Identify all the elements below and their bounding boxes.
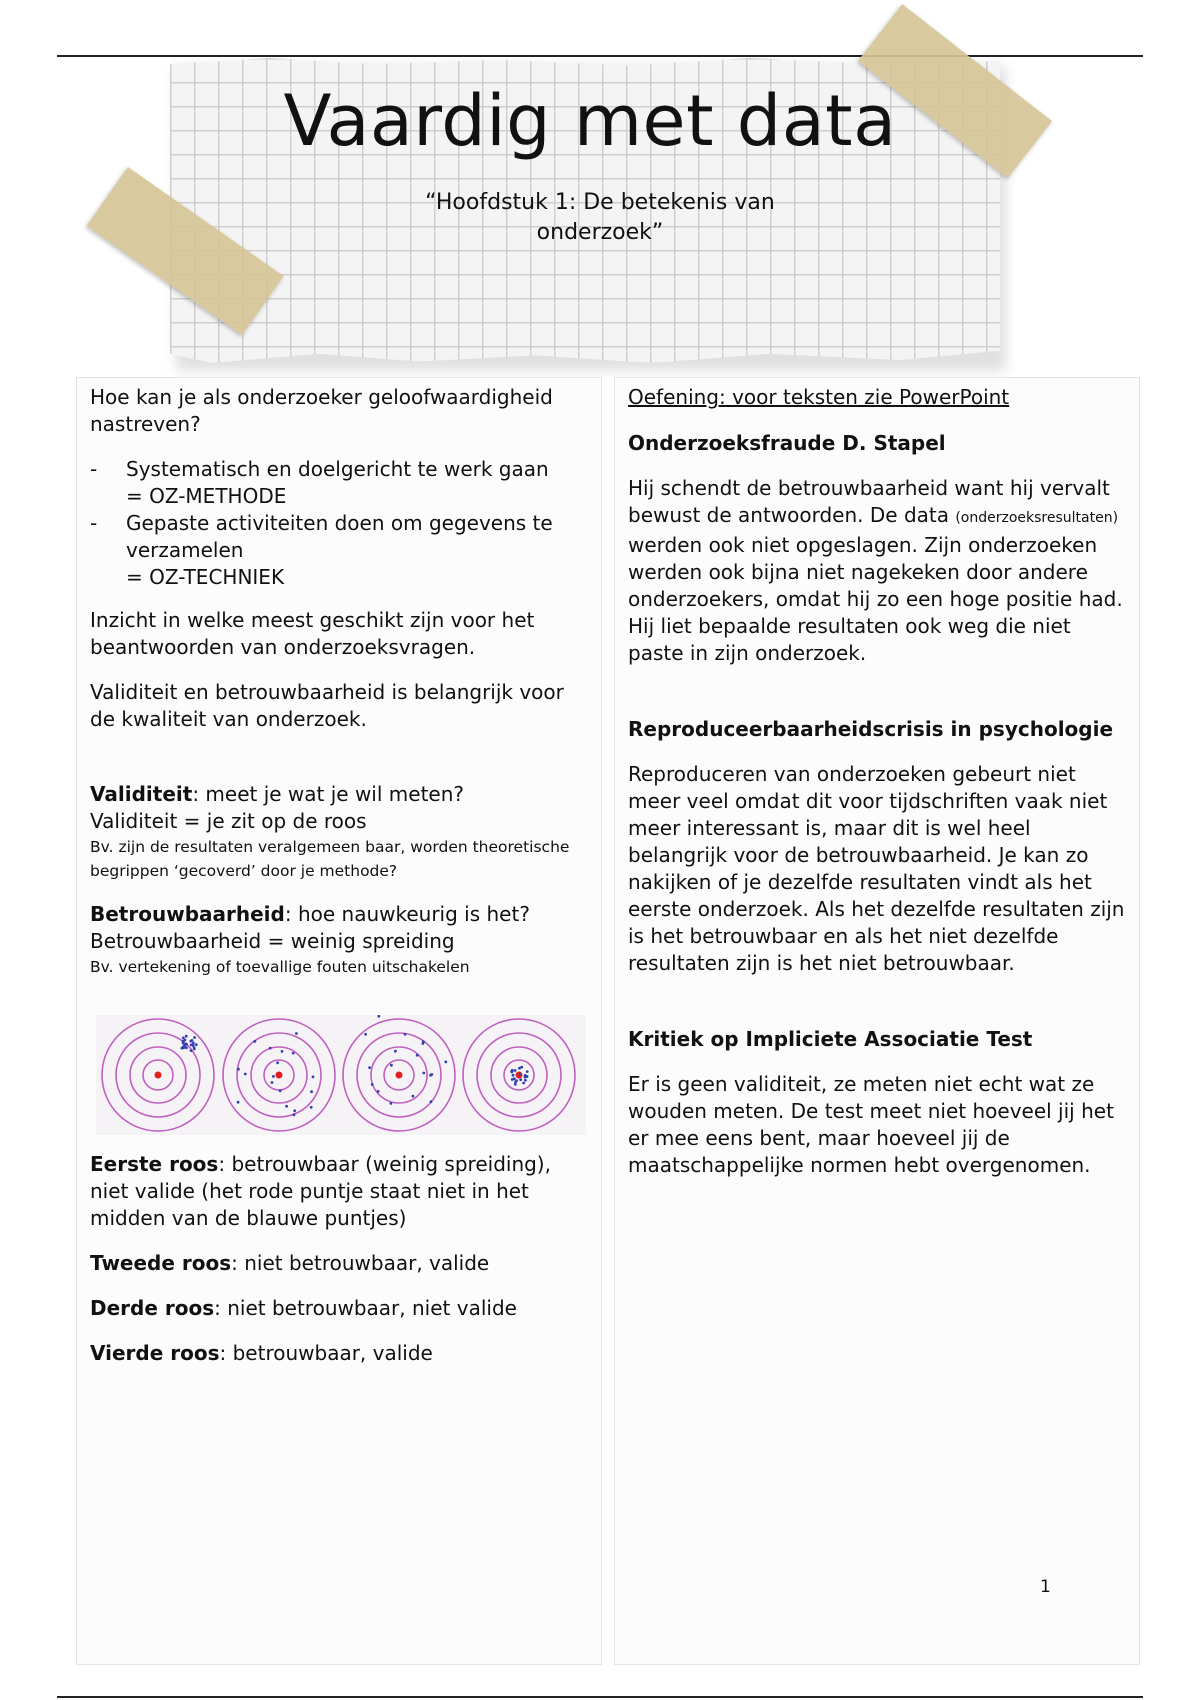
hit-dot bbox=[515, 1079, 518, 1082]
hit-dot bbox=[195, 1043, 198, 1046]
hit-dot bbox=[237, 1068, 240, 1071]
hit-dot bbox=[185, 1035, 188, 1038]
hit-dot bbox=[404, 1033, 407, 1036]
hit-dot bbox=[190, 1044, 193, 1047]
target-4 bbox=[463, 1019, 575, 1131]
right-column bbox=[614, 377, 1140, 1665]
list-item: - Systematisch en doelgericht te werk gaan = OZ-METHODE bbox=[90, 456, 588, 510]
hit-dot bbox=[237, 1101, 240, 1104]
target-1 bbox=[102, 1019, 214, 1131]
bullseye-dot bbox=[516, 1072, 523, 1079]
hit-dot bbox=[522, 1082, 525, 1085]
page-subtitle: “Hoofdstuk 1: De betekenis van onderzoek” bbox=[425, 190, 775, 245]
hit-dot bbox=[422, 1040, 425, 1043]
rose-2: Tweede roos: niet betrouwbaar, valide bbox=[90, 1251, 490, 1275]
hit-dot bbox=[416, 1054, 419, 1057]
hit-dot bbox=[285, 1105, 288, 1108]
hit-dot bbox=[514, 1083, 517, 1086]
hit-dot bbox=[524, 1079, 527, 1082]
hit-dot bbox=[193, 1046, 196, 1049]
stapel-heading: Onderzoeksfraude D. Stapel bbox=[628, 431, 946, 455]
hit-dot bbox=[511, 1078, 514, 1081]
iat-heading: Kritiek op Impliciete Associatie Test bbox=[628, 1027, 1033, 1051]
hit-dot bbox=[292, 1052, 295, 1055]
hit-dot bbox=[182, 1037, 185, 1040]
hit-dot bbox=[512, 1074, 515, 1077]
left-column bbox=[76, 377, 602, 1665]
hit-dot bbox=[269, 1047, 272, 1050]
targets-svg bbox=[96, 1015, 586, 1135]
hit-dot bbox=[412, 1095, 415, 1098]
hit-dot bbox=[295, 1032, 298, 1035]
hit-dot bbox=[253, 1040, 256, 1043]
hit-dot bbox=[444, 1061, 447, 1064]
target-2 bbox=[223, 1019, 335, 1131]
hit-dot bbox=[364, 1033, 367, 1036]
hit-dot bbox=[271, 1081, 274, 1084]
quality-text: Validiteit en betrouwbaarheid is belangrijk voor de kwaliteit van onderzoek. bbox=[90, 680, 564, 731]
rose-3: Derde roos: niet betrouwbaar, niet valide bbox=[90, 1296, 517, 1320]
crisis-text: Reproduceren van onderzoeken gebeurt niet meer veel omdat dit voor tijdschriften vaak niet meer interessant is, maar dit is wel heel belangrijk voor de betrouwbaarheid. Je kan zo nakijken of je dezelfde resultaten vindt als het eerste onderzoek. Als het dezelfde resultaten zijn is het betrouwbaar en als het niet dezelfde resultaten zijn is het niet betrouwbaar. bbox=[628, 762, 1125, 975]
list-item: - Gepaste activiteiten doen om gegevens te verzamelen = OZ-TECHNIEK bbox=[90, 510, 588, 591]
hit-dot bbox=[185, 1043, 188, 1046]
hit-dot bbox=[281, 1050, 284, 1053]
hit-dot bbox=[191, 1039, 194, 1042]
hit-dot bbox=[276, 1061, 279, 1064]
hit-dot bbox=[185, 1046, 188, 1049]
insight-text: Inzicht in welke meest geschikt zijn voor het beantwoorden van onderzoeksvragen. bbox=[90, 608, 535, 659]
hit-dot bbox=[519, 1073, 522, 1076]
hit-dot bbox=[371, 1083, 374, 1086]
exercise-note: Oefening: voor teksten zie PowerPoint bbox=[628, 385, 1010, 409]
question-text: Hoe kan je als onderzoeker geloofwaardigheid nastreven? bbox=[90, 385, 553, 436]
hit-dot bbox=[514, 1069, 517, 1072]
hit-dot bbox=[279, 1089, 282, 1092]
hit-dot bbox=[293, 1109, 296, 1112]
hit-dot bbox=[510, 1071, 513, 1074]
target-3 bbox=[343, 1015, 455, 1131]
iat-text: Er is geen validiteit, ze meten niet echt wat ze wouden meten. De test meet niet hoeveel jij het er mee eens bent, maar hoeveel jij de maatschappelijke normen hebt overgenomen. bbox=[628, 1072, 1114, 1177]
hit-dot bbox=[310, 1106, 313, 1109]
hit-dot bbox=[422, 1072, 425, 1075]
hit-dot bbox=[293, 1113, 296, 1116]
hit-dot bbox=[519, 1078, 522, 1081]
hit-dot bbox=[272, 1075, 275, 1078]
bottom-rule bbox=[57, 1696, 1143, 1698]
hit-dot bbox=[310, 1090, 313, 1093]
hit-dot bbox=[181, 1047, 184, 1050]
bullseye-dot bbox=[155, 1072, 162, 1079]
hit-dot bbox=[394, 1050, 397, 1053]
hit-dot bbox=[430, 1100, 433, 1103]
hit-dot bbox=[525, 1075, 528, 1078]
hit-dot bbox=[377, 1090, 380, 1093]
rose-1: Eerste roos: betrouwbaar (weinig spreiding), niet valide (het rode puntje staat niet in het midden van de blauwe puntjes) bbox=[90, 1152, 551, 1230]
hit-dot bbox=[390, 1064, 393, 1067]
header-banner bbox=[80, 20, 1100, 360]
hit-dot bbox=[190, 1049, 193, 1052]
hit-dot bbox=[244, 1073, 247, 1076]
hit-dot bbox=[390, 1102, 393, 1105]
stapel-text: Hij schendt de betrouwbaarheid want hij vervalt bewust de antwoorden. De data (onderzoeksresultaten) werden ook niet opgeslagen. Zijn onderzoeken werden ook bijna niet nagekeken door andere onderzoekers, omdat hij zo een hoge positie had. Hij liet bepaalde resultaten ook weg die niet paste in zijn onderzoek. bbox=[628, 476, 1123, 665]
reliability-example: Bv. vertekening of toevallige fouten uitschakelen bbox=[90, 958, 470, 976]
target-illustration bbox=[96, 1015, 586, 1135]
page-number: 1 bbox=[1040, 1577, 1051, 1597]
hit-dot bbox=[526, 1070, 529, 1073]
hit-dot bbox=[192, 1042, 195, 1045]
hit-dot bbox=[368, 1066, 371, 1069]
rose-4: Vierde roos: betrouwbaar, valide bbox=[90, 1341, 433, 1365]
hit-dot bbox=[193, 1036, 196, 1039]
hit-dot bbox=[377, 1015, 380, 1018]
page-title: Vaardig met data bbox=[283, 80, 897, 162]
hit-dot bbox=[520, 1066, 523, 1069]
bullseye-dot bbox=[396, 1072, 403, 1079]
hit-dot bbox=[429, 1074, 432, 1077]
crisis-heading: Reproduceerbaarheidscrisis in psychologie bbox=[628, 717, 1114, 741]
validity-example: Bv. zijn de resultaten veralgemeen baar, worden theoretische begrippen ‘gecoverd’ door je methode? bbox=[90, 838, 570, 880]
method-list bbox=[90, 456, 588, 591]
hit-dot bbox=[312, 1076, 315, 1079]
hit-dot bbox=[182, 1040, 185, 1043]
reliability-block: Betrouwbaarheid: hoe nauwkeurig is het? Betrouwbaarheid = weinig spreiding Bv. vertekening of toevallige fouten uitschakelen bbox=[90, 901, 588, 979]
validity-block: Validiteit: meet je wat je wil meten? Validiteit = je zit op de roos Bv. zijn de resultaten veralgemeen baar, worden theoretische begrippen ‘gecoverd’ door je methode? bbox=[90, 781, 588, 883]
bullseye-dot bbox=[276, 1072, 283, 1079]
